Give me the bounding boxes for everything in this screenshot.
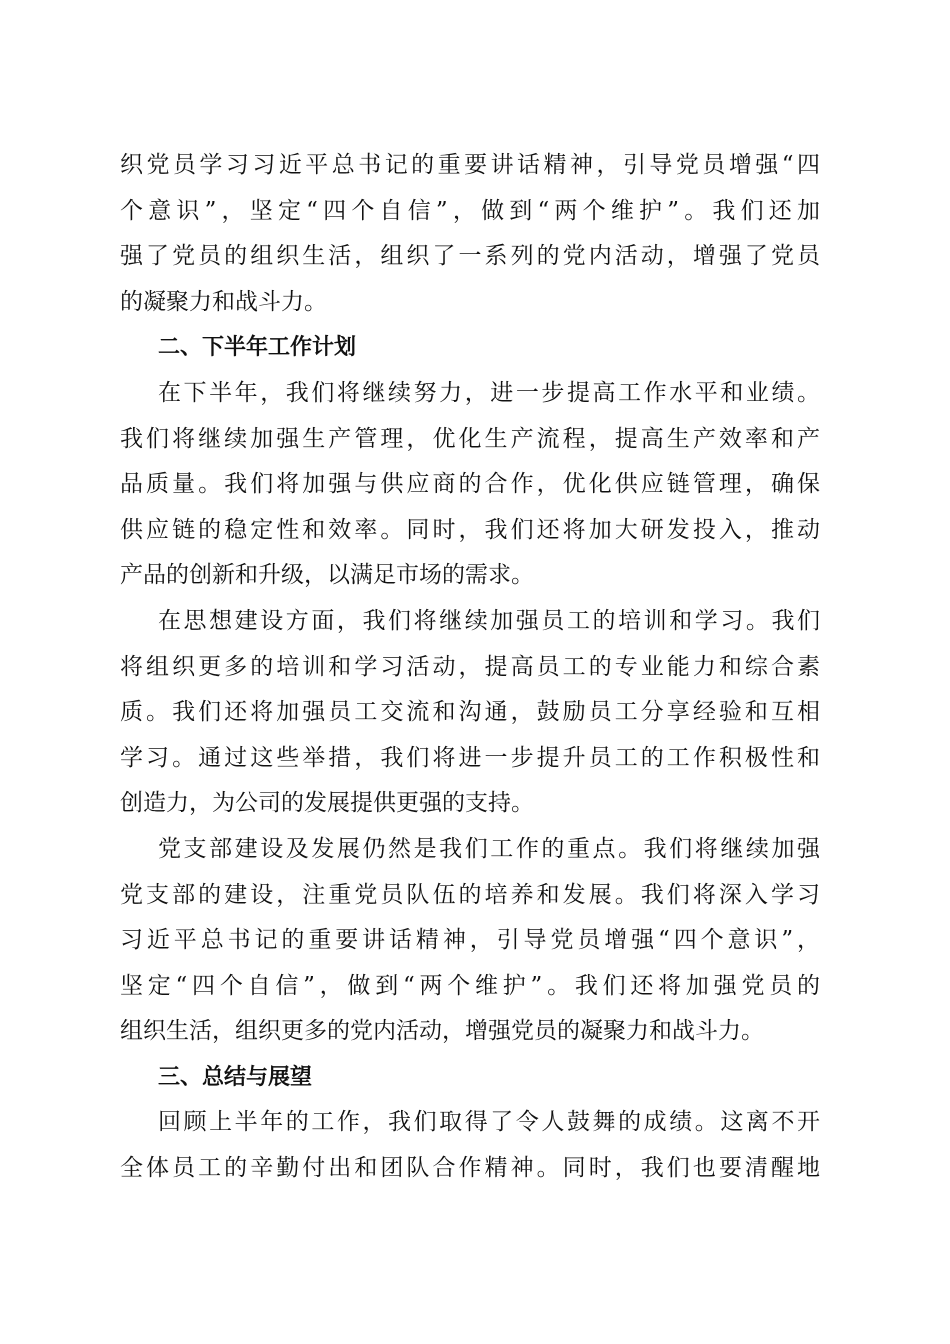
paragraph-line: 织党员学习习近平总书记的重要讲话精神，引导党员增强“四 — [120, 152, 820, 178]
paragraph-line: 质。我们还将加强员工交流和沟通，鼓励员工分享经验和互相 — [120, 699, 820, 726]
paragraph-line: 品质量。我们将加强与供应商的合作，优化供应链管理，确保 — [120, 471, 820, 498]
paragraph-line: 回顾上半年的工作，我们取得了令人鼓舞的成绩。这离不开 — [158, 1109, 820, 1136]
paragraph-line: 我们将继续加强生产管理，优化生产流程，提高生产效率和产 — [120, 425, 820, 452]
paragraph-line: 的凝聚力和战斗力。 — [120, 288, 327, 315]
document-body — [120, 143, 820, 1192]
section-heading-second-half-plan: 二、下半年工作计划 — [158, 335, 357, 361]
paragraph-party-branch-building — [120, 827, 820, 1055]
paragraph-review — [120, 1100, 820, 1191]
paragraph-line: 供应链的稳定性和效率。同时，我们还将加大研发投入，推动 — [120, 516, 820, 543]
paragraph-line: 个意识”，坚定“四个自信”，做到“两个维护”。我们还加 — [120, 197, 820, 224]
paragraph-party-study-continued — [120, 143, 820, 325]
paragraph-ideological-building — [120, 599, 820, 827]
paragraph-line: 组织生活，组织更多的党内活动，增强党员的凝聚力和战斗力。 — [120, 1018, 764, 1045]
paragraph-line: 强了党员的组织生活，组织了一系列的党内活动，增强了党员 — [120, 243, 820, 270]
paragraph-line: 在思想建设方面，我们将继续加强员工的培训和学习。我们 — [158, 607, 820, 634]
paragraph-line: 党支部建设及发展仍然是我们工作的重点。我们将继续加强 — [158, 835, 820, 862]
paragraph-line: 学习。通过这些举措，我们将进一步提升员工的工作积极性和 — [120, 744, 820, 771]
paragraph-line: 创造力，为公司的发展提供更强的支持。 — [120, 790, 534, 817]
paragraph-line: 习近平总书记的重要讲话精神，引导党员增强“四个意识”， — [120, 927, 820, 954]
paragraph-line: 将组织更多的培训和学习活动，提高员工的专业能力和综合素 — [120, 653, 820, 680]
paragraph-line: 在下半年，我们将继续努力，进一步提高工作水平和业绩。 — [158, 379, 820, 406]
paragraph-line: 党支部的建设，注重党员队伍的培养和发展。我们将深入学习 — [120, 881, 820, 908]
paragraph-line: 全体员工的辛勤付出和团队合作精神。同时，我们也要清醒地 — [120, 1155, 820, 1182]
paragraph-line: 坚定“四个自信”，做到“两个维护”。我们还将加强党员的 — [120, 972, 820, 999]
section-heading-summary-outlook: 三、总结与展望 — [158, 1064, 313, 1090]
paragraph-second-half-overview — [120, 371, 820, 599]
paragraph-line: 产品的创新和升级，以满足市场的需求。 — [120, 562, 534, 589]
